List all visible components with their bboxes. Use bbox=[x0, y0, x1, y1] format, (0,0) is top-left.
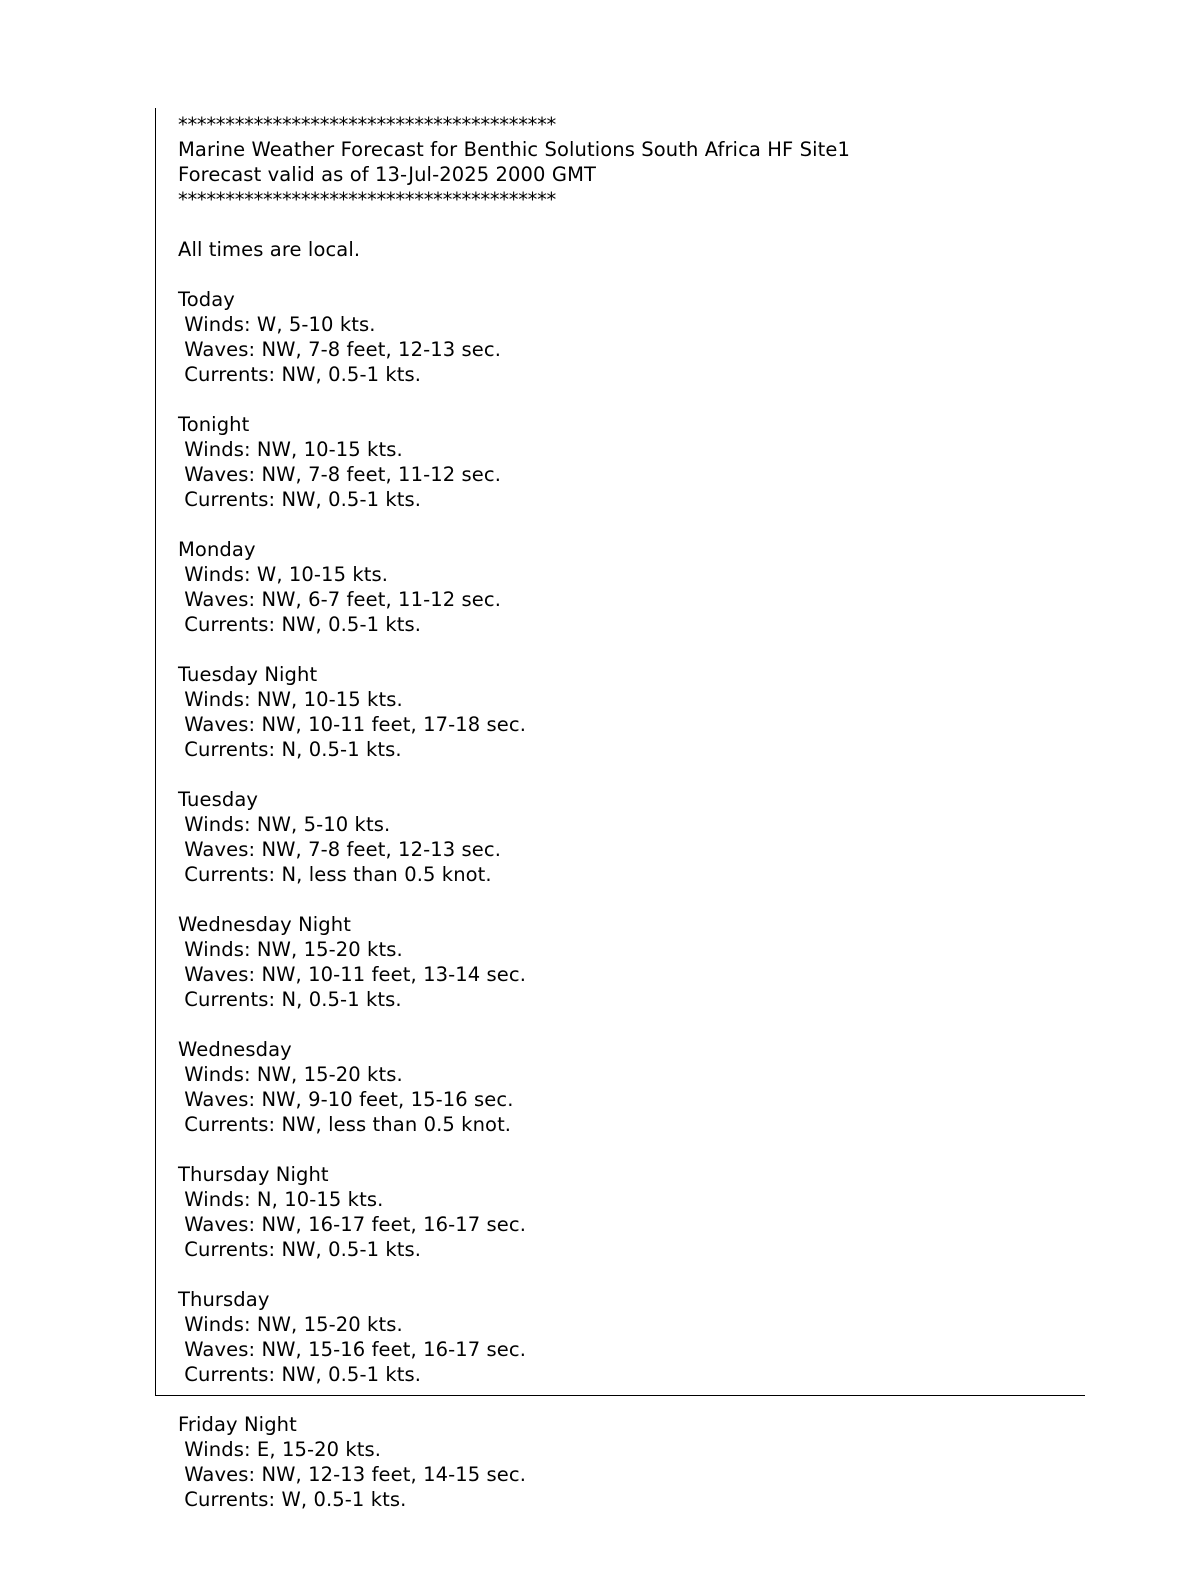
spacer bbox=[178, 512, 1078, 537]
period-name: Thursday Night bbox=[178, 1163, 329, 1186]
period-currents: Currents: NW, 0.5-1 kts. bbox=[178, 488, 422, 511]
forecast-title: Marine Weather Forecast for Benthic Solutions South Africa HF Site1 bbox=[178, 138, 850, 161]
forecast-period bbox=[178, 287, 1078, 387]
spacer bbox=[178, 762, 1078, 787]
period-waves: Waves: NW, 12-13 feet, 14-15 sec. bbox=[178, 1463, 527, 1486]
spacer bbox=[178, 212, 1078, 237]
spacer bbox=[178, 262, 1078, 287]
period-winds: Winds: NW, 10-15 kts. bbox=[178, 438, 403, 461]
spacer bbox=[178, 387, 1078, 412]
local-time-note: All times are local. bbox=[178, 238, 361, 261]
forecast-body bbox=[178, 112, 1078, 1387]
forecast-period bbox=[178, 662, 1078, 762]
forecast-continuation bbox=[178, 1412, 1078, 1512]
period-waves: Waves: NW, 16-17 feet, 16-17 sec. bbox=[178, 1213, 527, 1236]
period-name: Wednesday Night bbox=[178, 913, 351, 936]
period-currents: Currents: NW, 0.5-1 kts. bbox=[178, 1238, 422, 1261]
spacer bbox=[178, 637, 1078, 662]
period-currents: Currents: NW, 0.5-1 kts. bbox=[178, 363, 422, 386]
period-winds: Winds: NW, 15-20 kts. bbox=[178, 1063, 403, 1086]
header-rule-bottom: **************************************** bbox=[178, 188, 557, 211]
period-name: Friday Night bbox=[178, 1413, 297, 1436]
forecast-period bbox=[178, 787, 1078, 887]
spacer bbox=[178, 1137, 1078, 1162]
period-currents: Currents: W, 0.5-1 kts. bbox=[178, 1488, 407, 1511]
period-waves: Waves: NW, 7-8 feet, 12-13 sec. bbox=[178, 838, 501, 861]
forecast-period bbox=[178, 1037, 1078, 1137]
period-waves: Waves: NW, 9-10 feet, 15-16 sec. bbox=[178, 1088, 514, 1111]
period-name: Thursday bbox=[178, 1288, 270, 1311]
period-currents: Currents: N, 0.5-1 kts. bbox=[178, 738, 402, 761]
page-frame-left-rule bbox=[155, 108, 156, 1396]
forecast-period bbox=[178, 1162, 1078, 1262]
period-winds: Winds: NW, 15-20 kts. bbox=[178, 1313, 403, 1336]
period-currents: Currents: NW, less than 0.5 knot. bbox=[178, 1113, 512, 1136]
period-waves: Waves: NW, 7-8 feet, 12-13 sec. bbox=[178, 338, 501, 361]
period-name: Tuesday Night bbox=[178, 663, 318, 686]
forecast-period bbox=[178, 412, 1078, 512]
period-winds: Winds: N, 10-15 kts. bbox=[178, 1188, 384, 1211]
period-winds: Winds: NW, 15-20 kts. bbox=[178, 938, 403, 961]
forecast-period bbox=[178, 537, 1078, 637]
forecast-period bbox=[178, 912, 1078, 1012]
spacer bbox=[178, 1262, 1078, 1287]
spacer bbox=[178, 1012, 1078, 1037]
period-name: Monday bbox=[178, 538, 256, 561]
header-rule-top: **************************************** bbox=[178, 113, 557, 136]
period-winds: Winds: E, 15-20 kts. bbox=[178, 1438, 382, 1461]
period-winds: Winds: NW, 10-15 kts. bbox=[178, 688, 403, 711]
period-name: Tuesday bbox=[178, 788, 259, 811]
period-currents: Currents: N, 0.5-1 kts. bbox=[178, 988, 402, 1011]
forecast-period bbox=[178, 1287, 1078, 1387]
page-frame-bottom-rule bbox=[155, 1395, 1085, 1396]
period-currents: Currents: N, less than 0.5 knot. bbox=[178, 863, 492, 886]
period-currents: Currents: NW, 0.5-1 kts. bbox=[178, 613, 422, 636]
period-waves: Waves: NW, 7-8 feet, 11-12 sec. bbox=[178, 463, 501, 486]
period-name: Today bbox=[178, 288, 235, 311]
period-waves: Waves: NW, 10-11 feet, 13-14 sec. bbox=[178, 963, 527, 986]
period-winds: Winds: NW, 5-10 kts. bbox=[178, 813, 391, 836]
spacer bbox=[178, 887, 1078, 912]
period-waves: Waves: NW, 6-7 feet, 11-12 sec. bbox=[178, 588, 501, 611]
period-name: Wednesday bbox=[178, 1038, 292, 1061]
period-winds: Winds: W, 10-15 kts. bbox=[178, 563, 389, 586]
period-waves: Waves: NW, 10-11 feet, 17-18 sec. bbox=[178, 713, 527, 736]
period-winds: Winds: W, 5-10 kts. bbox=[178, 313, 376, 336]
period-name: Tonight bbox=[178, 413, 250, 436]
forecast-period bbox=[178, 1412, 1078, 1512]
period-waves: Waves: NW, 15-16 feet, 16-17 sec. bbox=[178, 1338, 527, 1361]
forecast-validity: Forecast valid as of 13-Jul-2025 2000 GMT bbox=[178, 163, 597, 186]
period-currents: Currents: NW, 0.5-1 kts. bbox=[178, 1363, 422, 1386]
